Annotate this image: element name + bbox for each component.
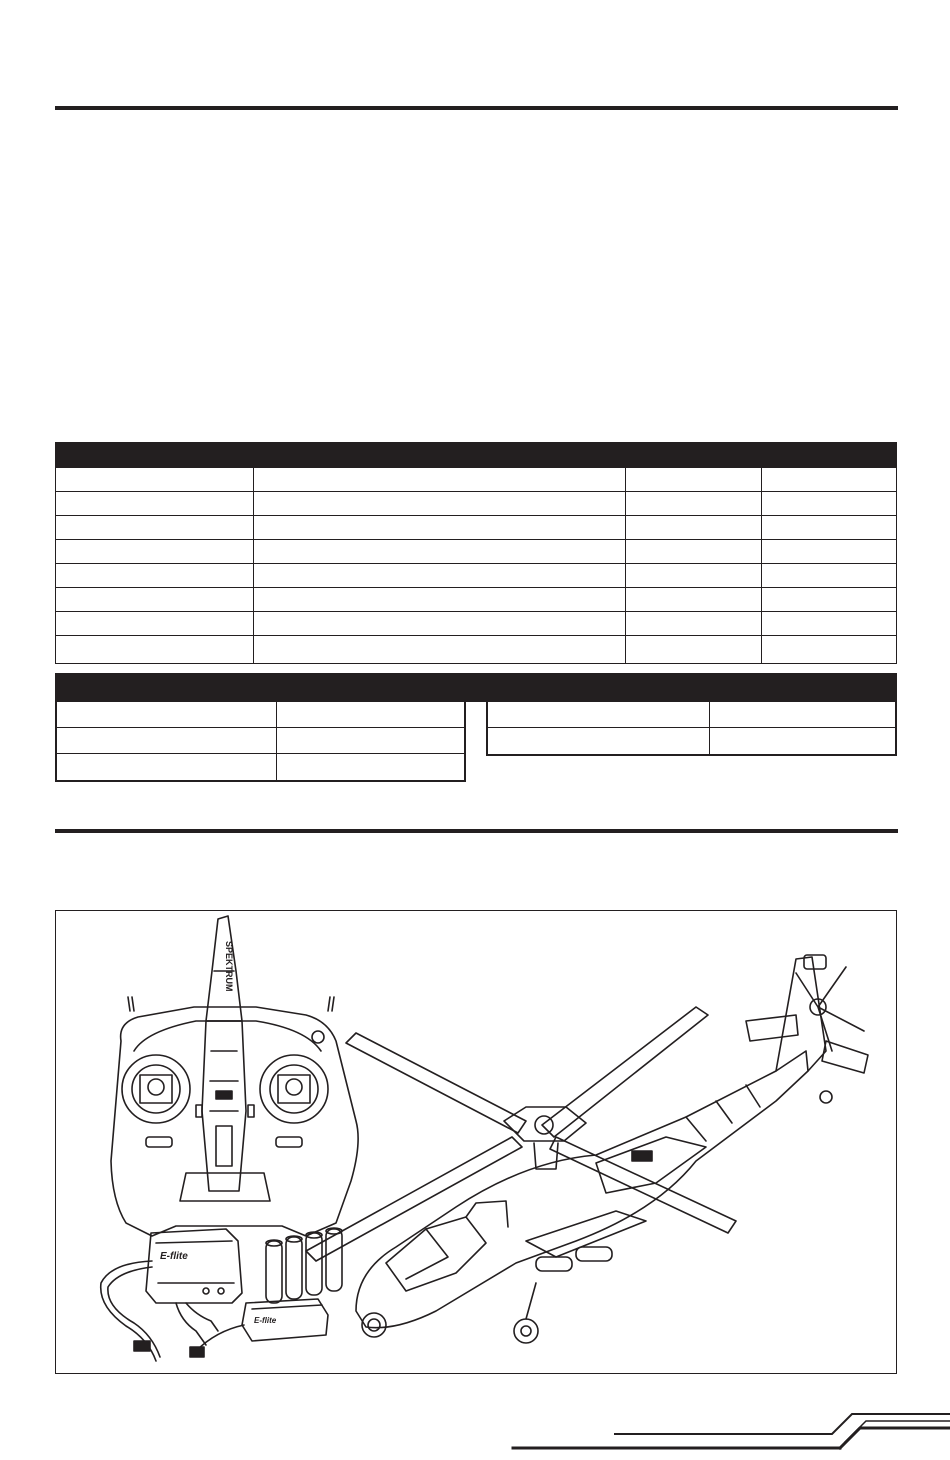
top-section-rule bbox=[55, 106, 898, 110]
flight-battery-drawing bbox=[190, 1299, 328, 1357]
transmitter-brand-label: SPEKTRUM bbox=[224, 941, 234, 992]
specs-table-header bbox=[55, 442, 897, 468]
table-row bbox=[57, 754, 464, 780]
contents-drawing bbox=[56, 911, 895, 1372]
table-row bbox=[488, 728, 895, 754]
table-row bbox=[56, 492, 896, 516]
battery-brand-label: E-flite bbox=[254, 1316, 277, 1325]
table-column-divider bbox=[761, 468, 762, 663]
components-table-right bbox=[486, 702, 897, 756]
table-column-divider bbox=[276, 702, 277, 780]
table-column-divider bbox=[253, 468, 254, 663]
box-contents-illustration bbox=[55, 910, 897, 1374]
table-column-divider bbox=[625, 468, 626, 663]
table-row bbox=[56, 588, 896, 612]
helicopter-drawing bbox=[306, 955, 868, 1343]
box-contents-rule bbox=[55, 829, 898, 833]
table-row bbox=[488, 702, 895, 728]
components-table-left bbox=[55, 702, 466, 782]
table-column-divider bbox=[709, 702, 710, 754]
table-row bbox=[56, 540, 896, 564]
table-row bbox=[56, 564, 896, 588]
table-row bbox=[56, 636, 896, 660]
table-row bbox=[56, 516, 896, 540]
table-row bbox=[56, 612, 896, 636]
specs-table-body bbox=[55, 468, 897, 664]
table-row bbox=[56, 468, 896, 492]
components-table-header bbox=[55, 673, 897, 702]
table-row bbox=[57, 728, 464, 754]
charger-drawing bbox=[101, 1229, 242, 1361]
table-row bbox=[57, 702, 464, 728]
charger-brand-label: E-flite bbox=[160, 1251, 188, 1262]
footer-decoration bbox=[0, 1370, 950, 1460]
aa-batteries-drawing bbox=[266, 1228, 342, 1303]
